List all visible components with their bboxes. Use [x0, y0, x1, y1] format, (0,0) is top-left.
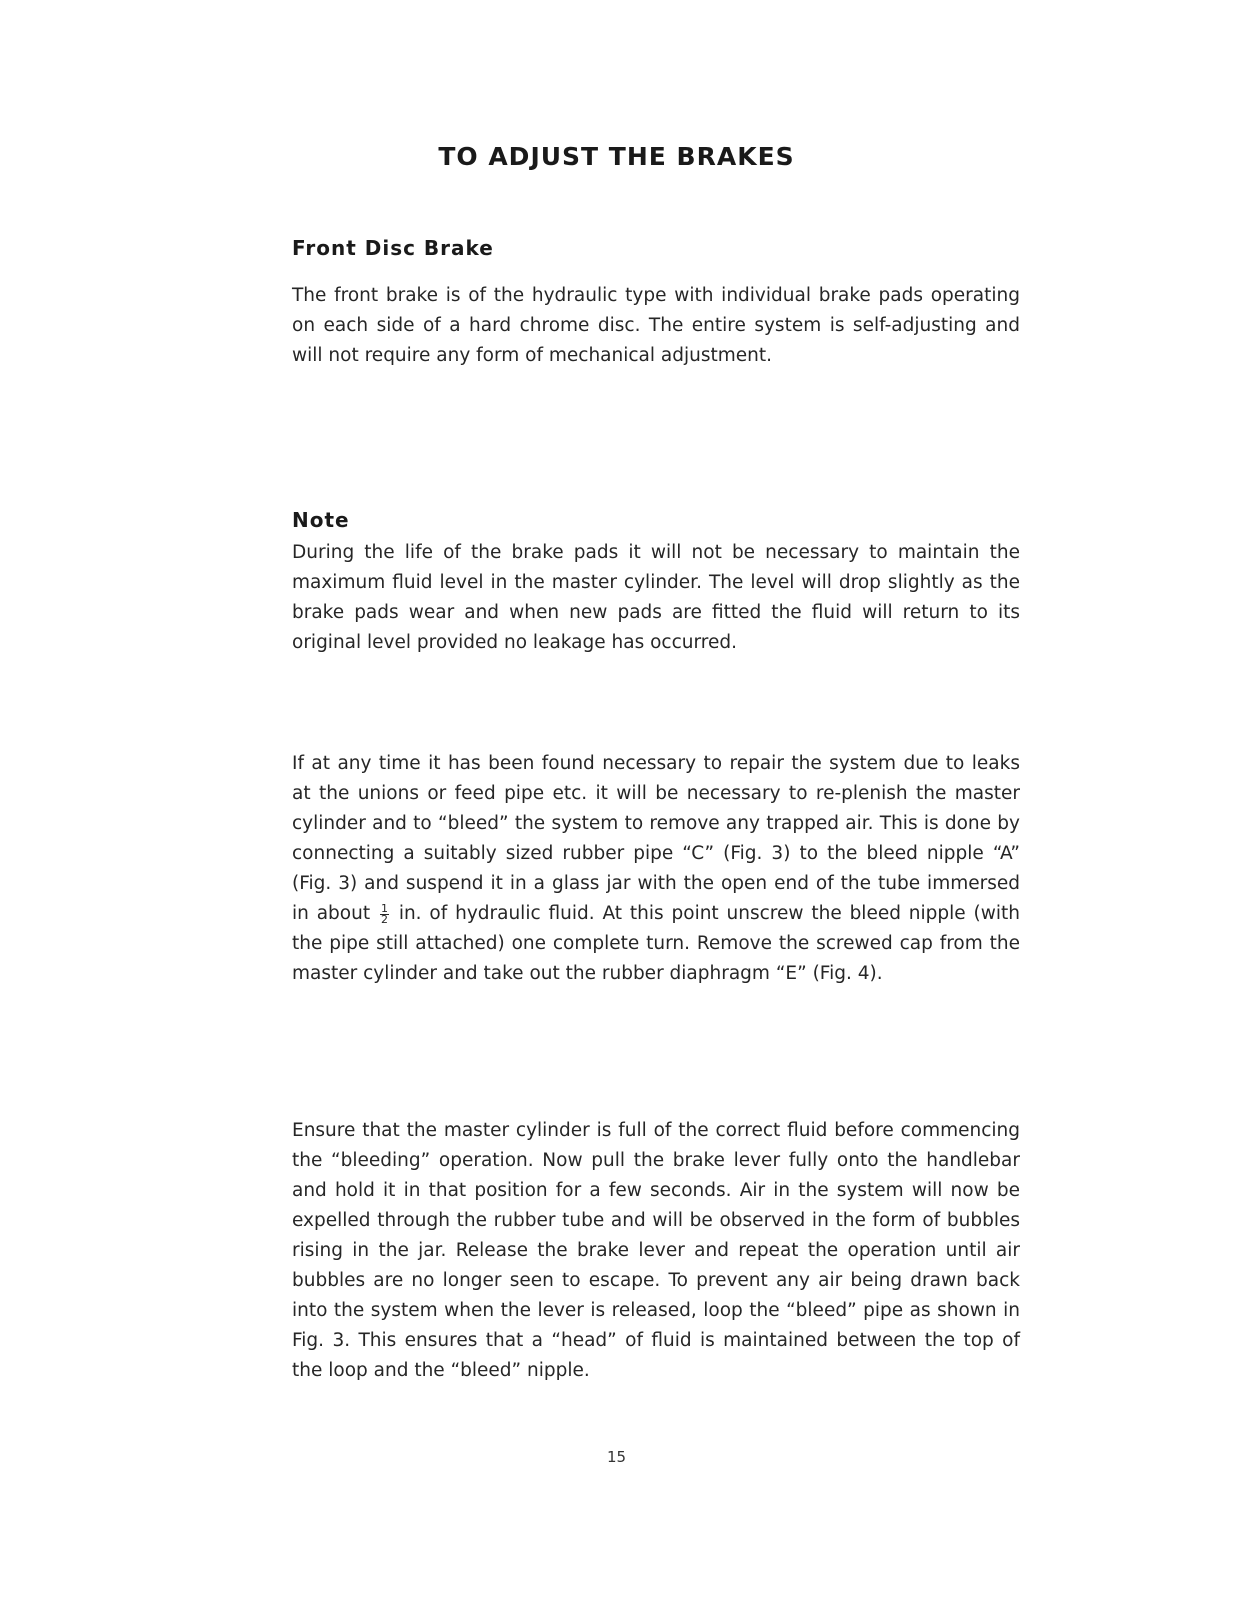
fraction-numerator: 1: [380, 901, 388, 915]
section-heading-front-disc-brake: Front Disc Brake: [292, 236, 494, 260]
bleed-paragraph-text-start: If at any time it has been found necessary to repair the system due to leaks at the unions or feed pipe etc. it will be necessary to re-plenish the master cylinder and to “bleed” the system to remove any trapped air. This is done by connecting a suitably sized rubber pipe “C” (Fig. 3) to the bleed nipple “A” (Fig. 3) and suspend it in a glass jar with the open end of the tube immersed in about: [292, 753, 1020, 924]
page-number: 15: [606, 1448, 627, 1466]
bleed-system-paragraph: [292, 749, 1020, 989]
note-paragraph: During the life of the brake pads it will not be necessary to maintain the maximum fluid level in the master cylinder. The level will drop slightly as the brake pads wear and when new pads are fitted the fluid will return to its original level provided no leakage has occurred.: [292, 542, 1020, 653]
section-heading-note: Note: [292, 508, 350, 532]
fraction-denominator: 2: [380, 912, 388, 926]
half-fraction: [380, 901, 389, 926]
page-title: TO ADJUST THE BRAKES: [438, 142, 795, 171]
front-disc-brake-paragraph: The front brake is of the hydraulic type with individual brake pads operating on each side of a hard chrome disc. The entire system is self-adjusting and will not require any form of mechanical adjustment.: [292, 285, 1020, 366]
bleed-paragraph-text-end: in. of hydraulic fluid. At this point unscrew the bleed nipple (with the pipe still attached) one complete turn. Remove the screwed cap from the master cylinder and take out the rubber diaphragm “E” (Fig. 4).: [292, 903, 1020, 984]
bleeding-operation-paragraph: Ensure that the master cylinder is full of the correct fluid before commencing the “bleeding” operation. Now pull the brake lever fully onto the handlebar and hold it in that position for a few seconds. Air in the system will now be expelled through the rubber tube and will be observed in the form of bubbles rising in the jar. Release the brake lever and repeat the operation until air bubbles are no longer seen to escape. To prevent any air being drawn back into the system when the lever is released, loop the “bleed” pipe as shown in Fig. 3. This ensures that a “head” of fluid is maintained between the top of the loop and the “bleed” nipple.: [292, 1120, 1020, 1381]
